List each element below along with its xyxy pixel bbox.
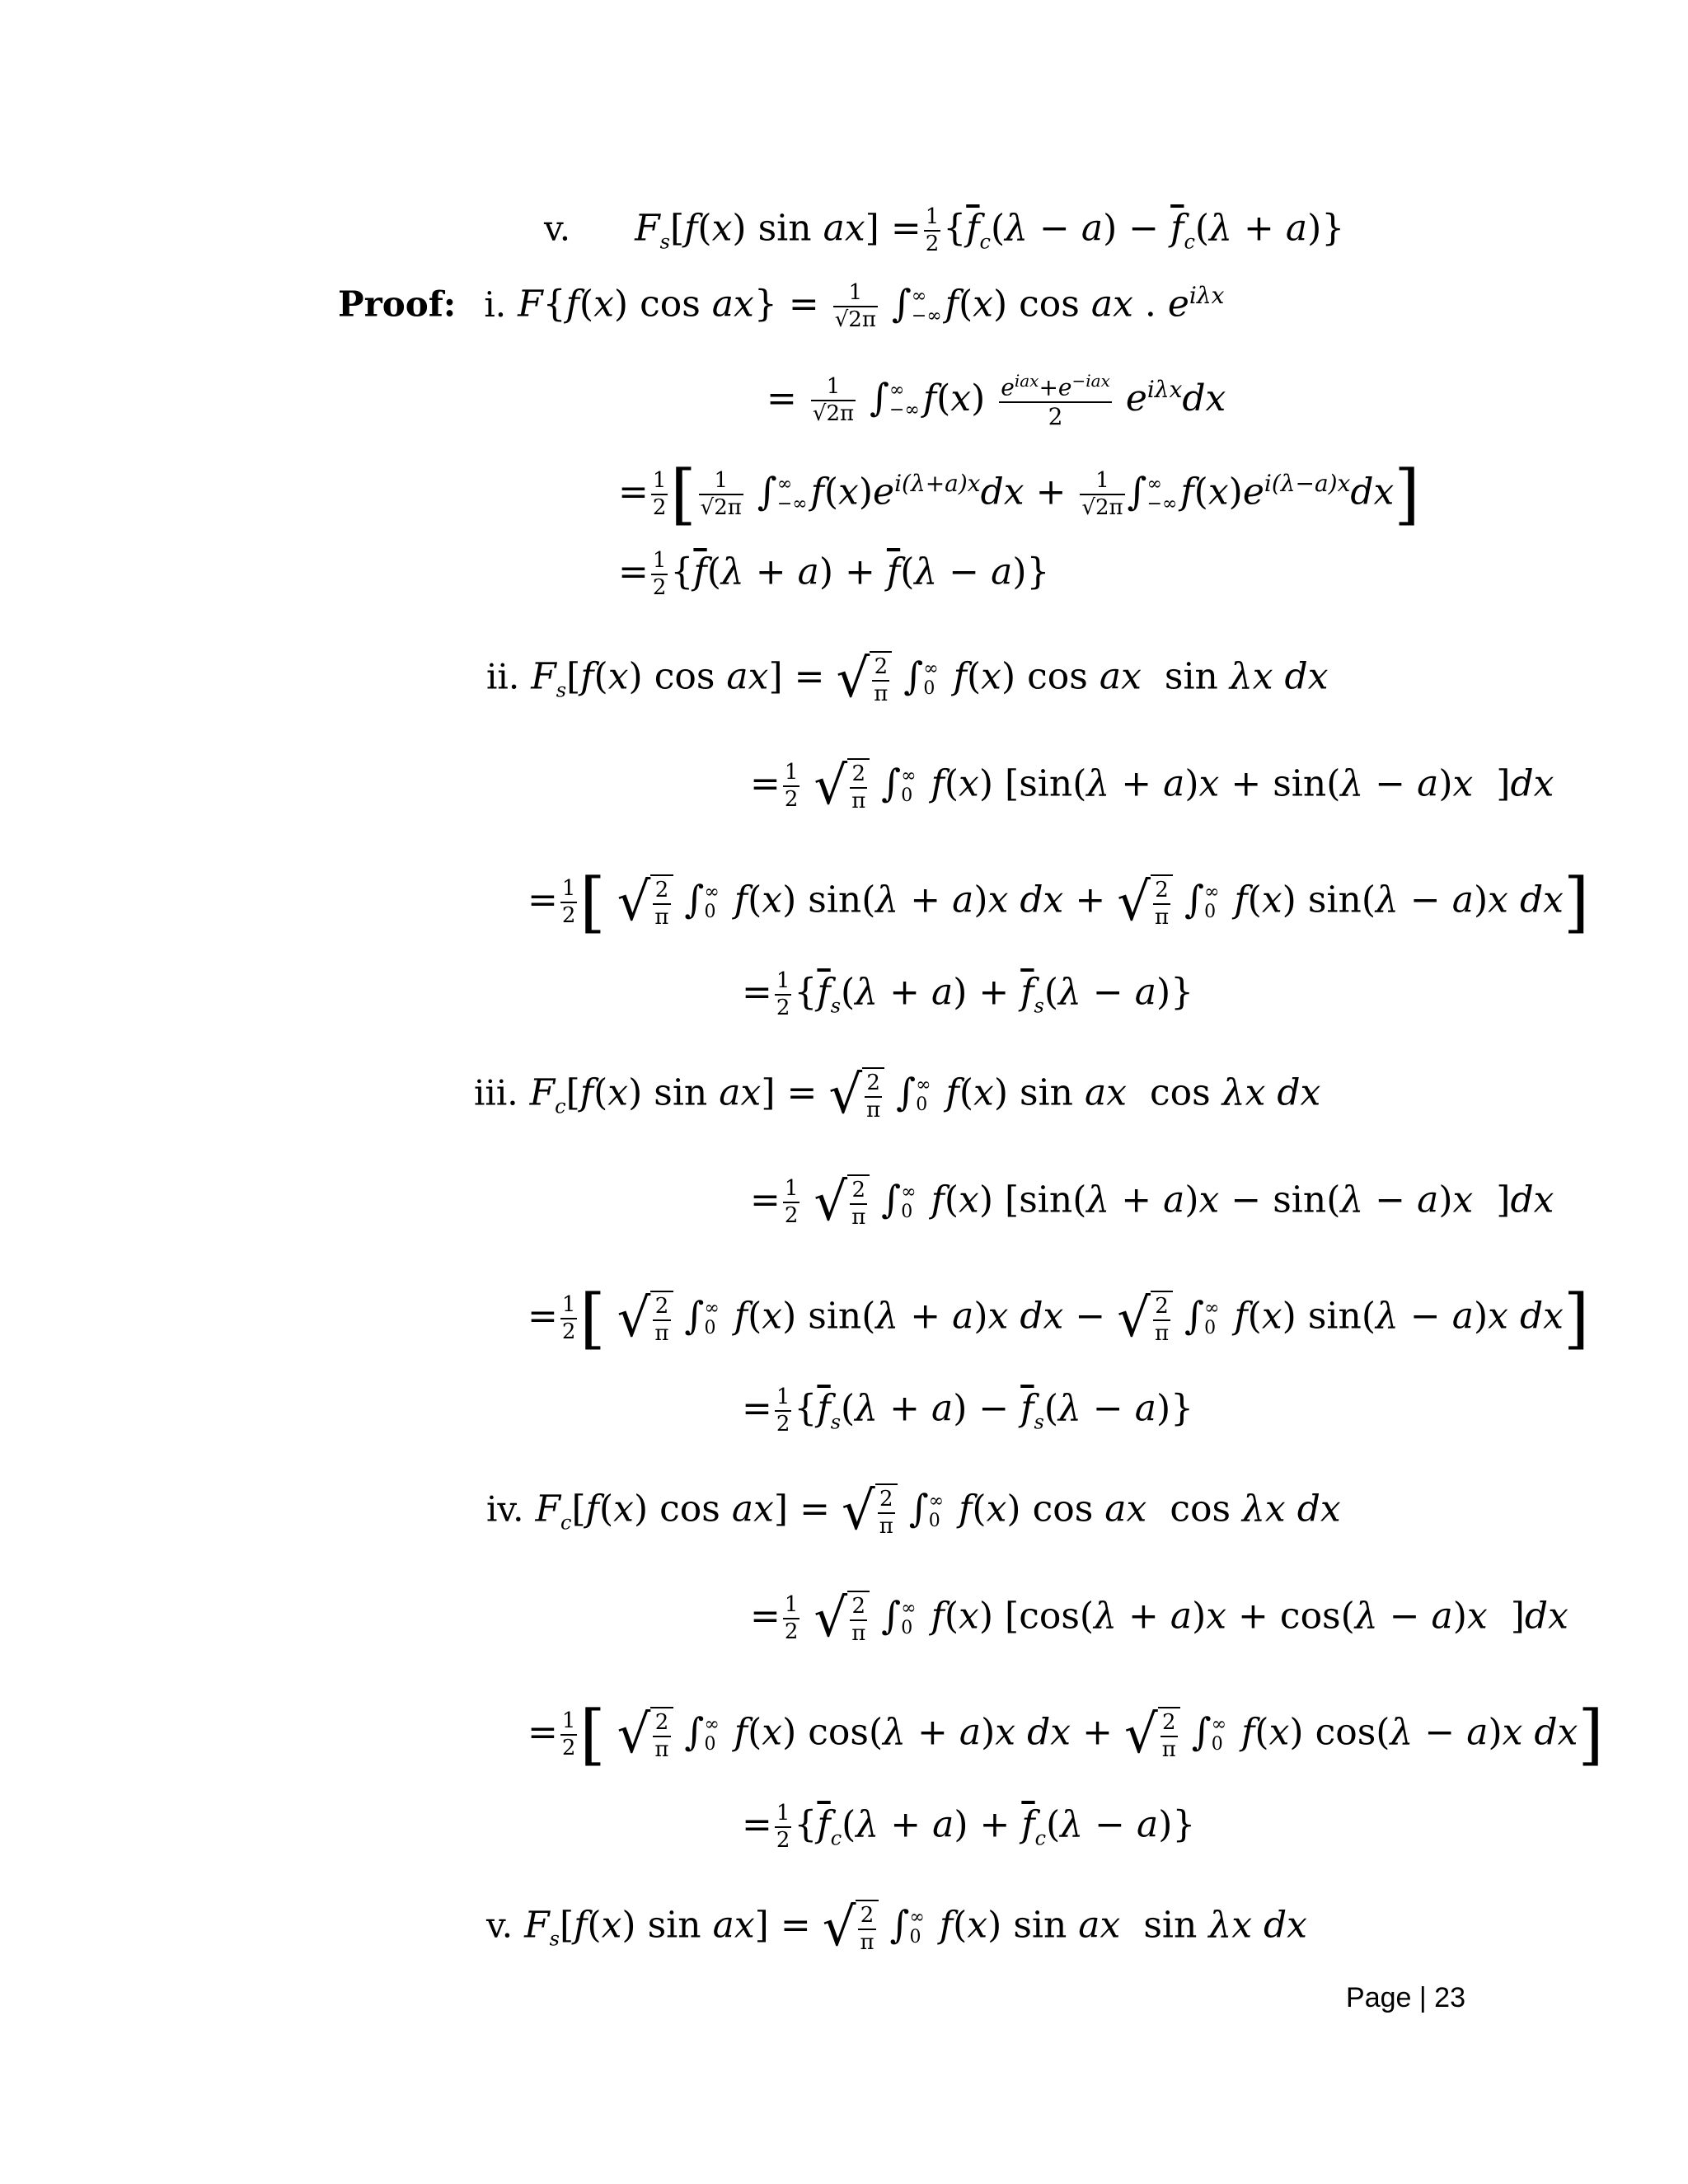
equation-v-statement: v. $F_s[f(x)$ sin ax] = $\frac{1}{2}$ $\{\overline{f}_c(\lambda - a) - \overline{f}_c(\lambda + a)\}$: [544, 204, 1345, 257]
page-number: Page | 23: [1346, 1982, 1465, 2013]
proof-i-line-2: = $\frac{1}{√2\pi}$ ∫ ∞ −∞ f(x) $\frac{e^{iax}+e^{-iax}}{2}$ $e^{i\lambda x}dx$: [767, 371, 1226, 430]
proof-label: Proof:: [338, 284, 457, 325]
proof-i-line-4: = $\frac{1}{2}$ $\{\overline{f}(\lambda + a) + \overline{f}(\lambda - a)\}$: [618, 548, 1050, 601]
proof-iii-line-3: = $\frac{1}{2}$ [ √ $\frac{2}{\pi}$ ∫ ∞ 0 f(x) sin(λ + a)x dx − √ $\frac{2}{\pi}$ ∫ ∞ 0 f(x) sin(λ − a)x dx]: [528, 1280, 1590, 1357]
proof-iv-line-4: = $\frac{1}{2}$ $\{\overline{f}_c(\lambda + a) + \overline{f}_c(\lambda - a)\}$: [742, 1801, 1196, 1854]
proof-iv-line-1: iv. $F_c[f(x)$ cos ax] = √ $\frac{2}{\pi}$ ∫ ∞ 0 f(x) cos ax cos λx dx: [486, 1481, 1341, 1543]
item-label: v.: [544, 208, 571, 249]
proof-iii-line-2: = $\frac{1}{2}$ √ $\frac{2}{\pi}$ ∫ ∞ 0 f(x) [sin(λ + a)x − sin(λ − a)x ]dx: [750, 1172, 1554, 1234]
proof-iii-line-4: = $\frac{1}{2}$ $\{\overline{f}_s(\lambda + a) - \overline{f}_s(\lambda - a)\}$: [742, 1385, 1194, 1437]
proof-ii-line-4: = $\frac{1}{2}$ $\{\overline{f}_s(\lambda + a) + \overline{f}_s(\lambda - a)\}$: [742, 968, 1194, 1021]
proof-v-line-1: v. $F_s[f(x)$ sin ax] = √ $\frac{2}{\pi}$ ∫ ∞ 0 f(x) sin ax sin λx dx: [486, 1897, 1307, 1959]
item-label: iv.: [486, 1488, 524, 1530]
item-label: v.: [486, 1905, 513, 1946]
proof-iii-line-1: iii. $F_c[f(x)$ sin ax] = √ $\frac{2}{\pi}$ ∫ ∞ 0 f(x) sin ax cos λx dx: [474, 1065, 1321, 1127]
proof-iv-line-2: = $\frac{1}{2}$ √ $\frac{2}{\pi}$ ∫ ∞ 0 f(x) [cos(λ + a)x + cos(λ − a)x ]dx: [750, 1588, 1568, 1650]
item-label: iii.: [474, 1072, 518, 1113]
proof-ii-line-2: = $\frac{1}{2}$ √ $\frac{2}{\pi}$ ∫ ∞ 0 f(x) [sin(λ + a)x + sin(λ − a)x ]dx: [750, 756, 1554, 818]
item-label: i.: [484, 284, 507, 325]
proof-i-line-1: Proof: i. F{f(x) cos ax} = $\frac{1}{√2\pi}$ ∫ ∞ −∞ f(x) cos ax . $e^{i\lambda x}$: [338, 280, 1225, 333]
proof-ii-line-1: ii. $F_s[f(x)$ cos ax] = √ $\frac{2}{\pi}$ ∫ ∞ 0 f(x) cos ax sin λx dx: [486, 649, 1329, 710]
proof-iv-line-3: = $\frac{1}{2}$ [ √ $\frac{2}{\pi}$ ∫ ∞ 0 f(x) cos(λ + a)x dx + √ $\frac{2}{\pi}$ ∫ ∞ 0 f(x) cos(λ − a)x dx]: [528, 1696, 1604, 1773]
proof-i-line-3: = $\frac{1}{2}$ [ $\frac{1}{√2\pi}$ ∫ ∞ −∞ $f(x)e^{i(\lambda+a)x}dx$ + $\frac{1}{√2\pi}$ ∫ ∞ −∞ $f(x)e^{i(\lambda-a)x}dx$]: [618, 456, 1420, 532]
proof-ii-line-3: = $\frac{1}{2}$ [ √ $\frac{2}{\pi}$ ∫ ∞ 0 f(x) sin(λ + a)x dx + √ $\frac{2}{\pi}$ ∫ ∞ 0 f(x) sin(λ − a)x dx]: [528, 864, 1590, 940]
item-label: ii.: [486, 656, 520, 697]
